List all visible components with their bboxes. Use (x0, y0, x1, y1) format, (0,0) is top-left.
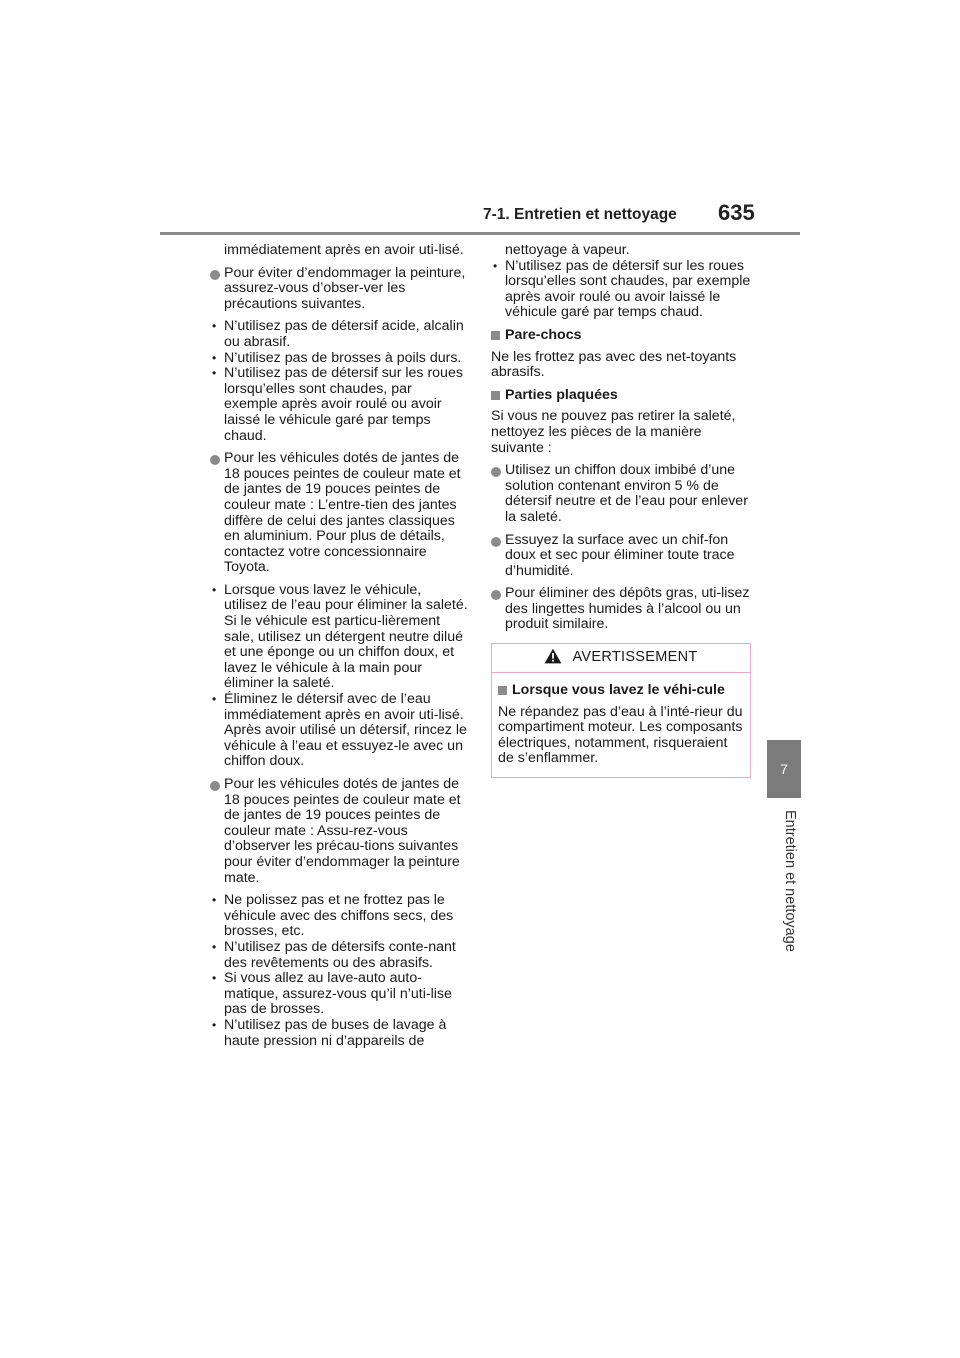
warning-heading: Lorsque vous lavez le véhi-cule (498, 683, 744, 699)
paragraph: Si vous ne pouvez pas retirer la saleté, nettoyez les pièces de la manière suivante : (491, 408, 736, 456)
dash-item: • N’utilisez pas de détersif acide, alcalin ou abrasif. (210, 319, 468, 350)
dash-list (210, 319, 468, 444)
page-number: 635 (718, 200, 755, 225)
warning-body (492, 673, 750, 777)
dash-item: • Éliminez le détersif avec de l’eau immédiatement après en avoir uti-lisé. Après avoir utilisé un détersif, rincez le véhicule à l’eau et essuyez-le avec un chiffon doux. (210, 692, 468, 770)
bullet-item: Pour éviter d’endommager la peinture, assurez-vous d’obser-ver les précautions suivantes. (210, 266, 468, 313)
dash-item: • N’utilisez pas de détersif sur les roues lorsqu’elles sont chaudes, par exemple après avoir roulé ou avoir laissé le véhicule garé par temps chaud. (491, 259, 755, 321)
dash-item: • Si vous allez au lave-auto auto-matique, assurez-vous qu’il n’uti-lise pas de brosses. (210, 971, 468, 1018)
warning-text: Ne répandez pas d’eau à l’inté-rieur du compartiment moteur. Les composants électriques, notamment, risqueraient de s’enflammer. (498, 703, 743, 767)
warning-triangle-icon (544, 648, 562, 669)
header-rule (160, 232, 800, 235)
continued-text: nettoyage à vapeur. (505, 242, 630, 258)
bullet-item: Pour éliminer des dépôts gras, uti-lisez des lingettes humides à l’alcool ou un produit similaire. (491, 586, 755, 633)
dash-item: • N’utilisez pas de détersifs conte-nant des revêtements ou des abrasifs. (210, 940, 468, 971)
section-title: 7-1. Entretien et nettoyage (483, 206, 677, 223)
section-heading: Pare-chocs (491, 328, 755, 344)
warning-title: AVERTISSEMENT (572, 649, 698, 666)
dash-item: • N’utilisez pas de buses de lavage à haute pression ni d’appareils de (210, 1018, 468, 1049)
warning-box (491, 643, 751, 778)
chapter-tab: 7 (767, 740, 801, 798)
bullet-item: Pour les véhicules dotés de jantes de 18 pouces peintes de couleur mate et de jantes de 19 pouces peintes de couleur mate : L’entre-tien des jantes diffère de celui des jantes classiques en aluminium. Pour plus de détails, contactez votre concessionnaire Toyota. (210, 451, 468, 576)
dash-item: • N’utilisez pas de détersif sur les roues lorsqu’elles sont chaudes, par exemple après avoir roulé ou avoir laissé le véhicule garé par temps chaud. (210, 366, 468, 444)
dash-item: • Lorsque vous lavez le véhicule, utilisez de l’eau pour éliminer la saleté. Si le véhicule est particu-lièrement sale, utilisez un détergent neutre dilué et une éponge ou un chiffon doux, et lavez le véhicule à la main pour éliminer la saleté. (210, 583, 468, 692)
section-heading: Parties plaquées (491, 388, 755, 404)
dash-list (210, 583, 468, 770)
bullet-item: Essuyez la surface avec un chif-fon doux et sec pour éliminer toute trace d’humidité. (491, 533, 755, 580)
chapter-label: Entretien et nettoyage (782, 810, 798, 952)
dash-list (210, 893, 468, 1049)
bullet-item: Utilisez un chiffon doux imbibé d’une solution contenant environ 5 % de détersif neutre et de l’eau pour enlever la saleté. (491, 463, 755, 525)
right-column (491, 243, 755, 778)
continued-text: immédiatement après en avoir uti-lisé. (224, 242, 464, 258)
left-column (210, 243, 468, 1056)
dash-list (491, 259, 755, 321)
warning-header (492, 644, 750, 673)
bullet-item: Pour les véhicules dotés de jantes de 18 pouces peintes de couleur mate et de jantes de 19 pouces peintes de couleur mate : Assu-rez-vous d’observer les précau-tions suivantes pour éviter d’endommager la peinture mate. (210, 777, 468, 886)
paragraph: Ne les frottez pas avec des net-toyants abrasifs. (491, 348, 737, 381)
dash-item: • N’utilisez pas de brosses à poils durs. (210, 351, 468, 367)
dash-item: • Ne polissez pas et ne frottez pas le véhicule avec des chiffons secs, des brosses, etc. (210, 893, 468, 940)
